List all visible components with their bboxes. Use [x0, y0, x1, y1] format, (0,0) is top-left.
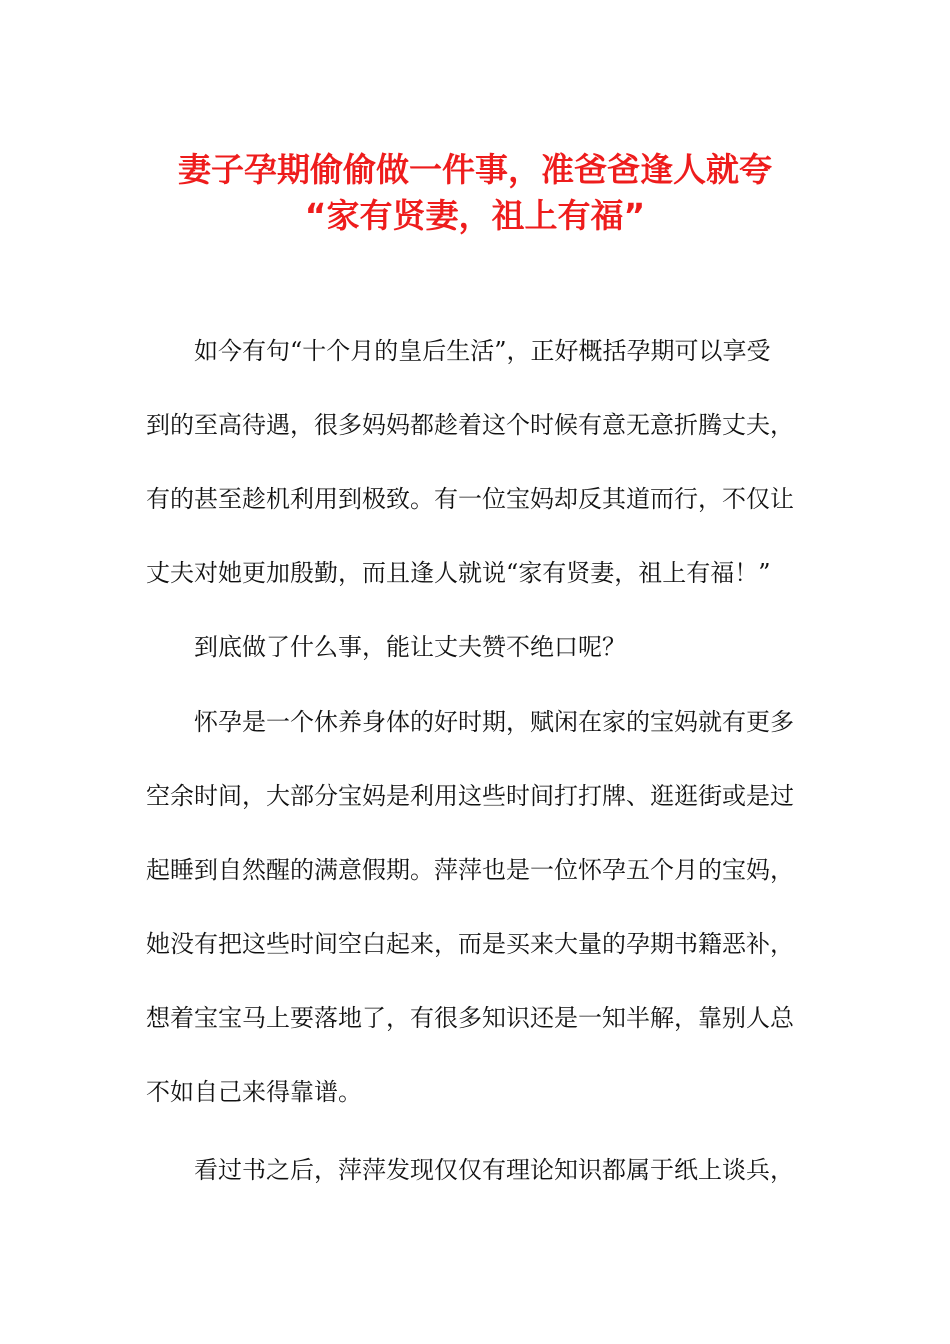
paragraph-line: 不如自己来得靠谱。	[146, 1078, 362, 1106]
paragraph-line: 到底做了什么事，能让丈夫赞不绝口呢？	[194, 633, 626, 661]
paragraph-line: 空余时间，大部分宝妈是利用这些时间打打牌、逛逛街或是过	[146, 782, 794, 810]
paragraph-line: 看过书之后，萍萍发现仅仅有理论知识都属于纸上谈兵，	[194, 1156, 794, 1184]
paragraph-line: 她没有把这些时间空白起来，而是买来大量的孕期书籍恶补，	[146, 930, 794, 958]
paragraph-line: 怀孕是一个休养身体的好时期，赋闲在家的宝妈就有更多	[194, 708, 794, 736]
paragraph-line: 想着宝宝马上要落地了，有很多知识还是一知半解，靠别人总	[146, 1004, 794, 1032]
paragraph-line: 到的至高待遇，很多妈妈都趁着这个时候有意无意折腾丈夫，	[146, 411, 794, 439]
paragraph-line: 如今有句“十个月的皇后生活”，正好概括孕期可以享受	[194, 337, 771, 365]
paragraph-line: 丈夫对她更加殷勤，而且逢人就说“家有贤妻，祖上有福！”	[146, 559, 771, 587]
document-title-line-2: “家有贤妻，祖上有福”	[304, 196, 646, 235]
paragraph-line: 起睡到自然醒的满意假期。萍萍也是一位怀孕五个月的宝妈，	[146, 856, 794, 884]
document-title-line-1: 妻子孕期偷偷做一件事，准爸爸逢人就夸	[178, 150, 772, 189]
paragraph-line: 有的甚至趁机利用到极致。有一位宝妈却反其道而行，不仅让	[146, 485, 794, 513]
